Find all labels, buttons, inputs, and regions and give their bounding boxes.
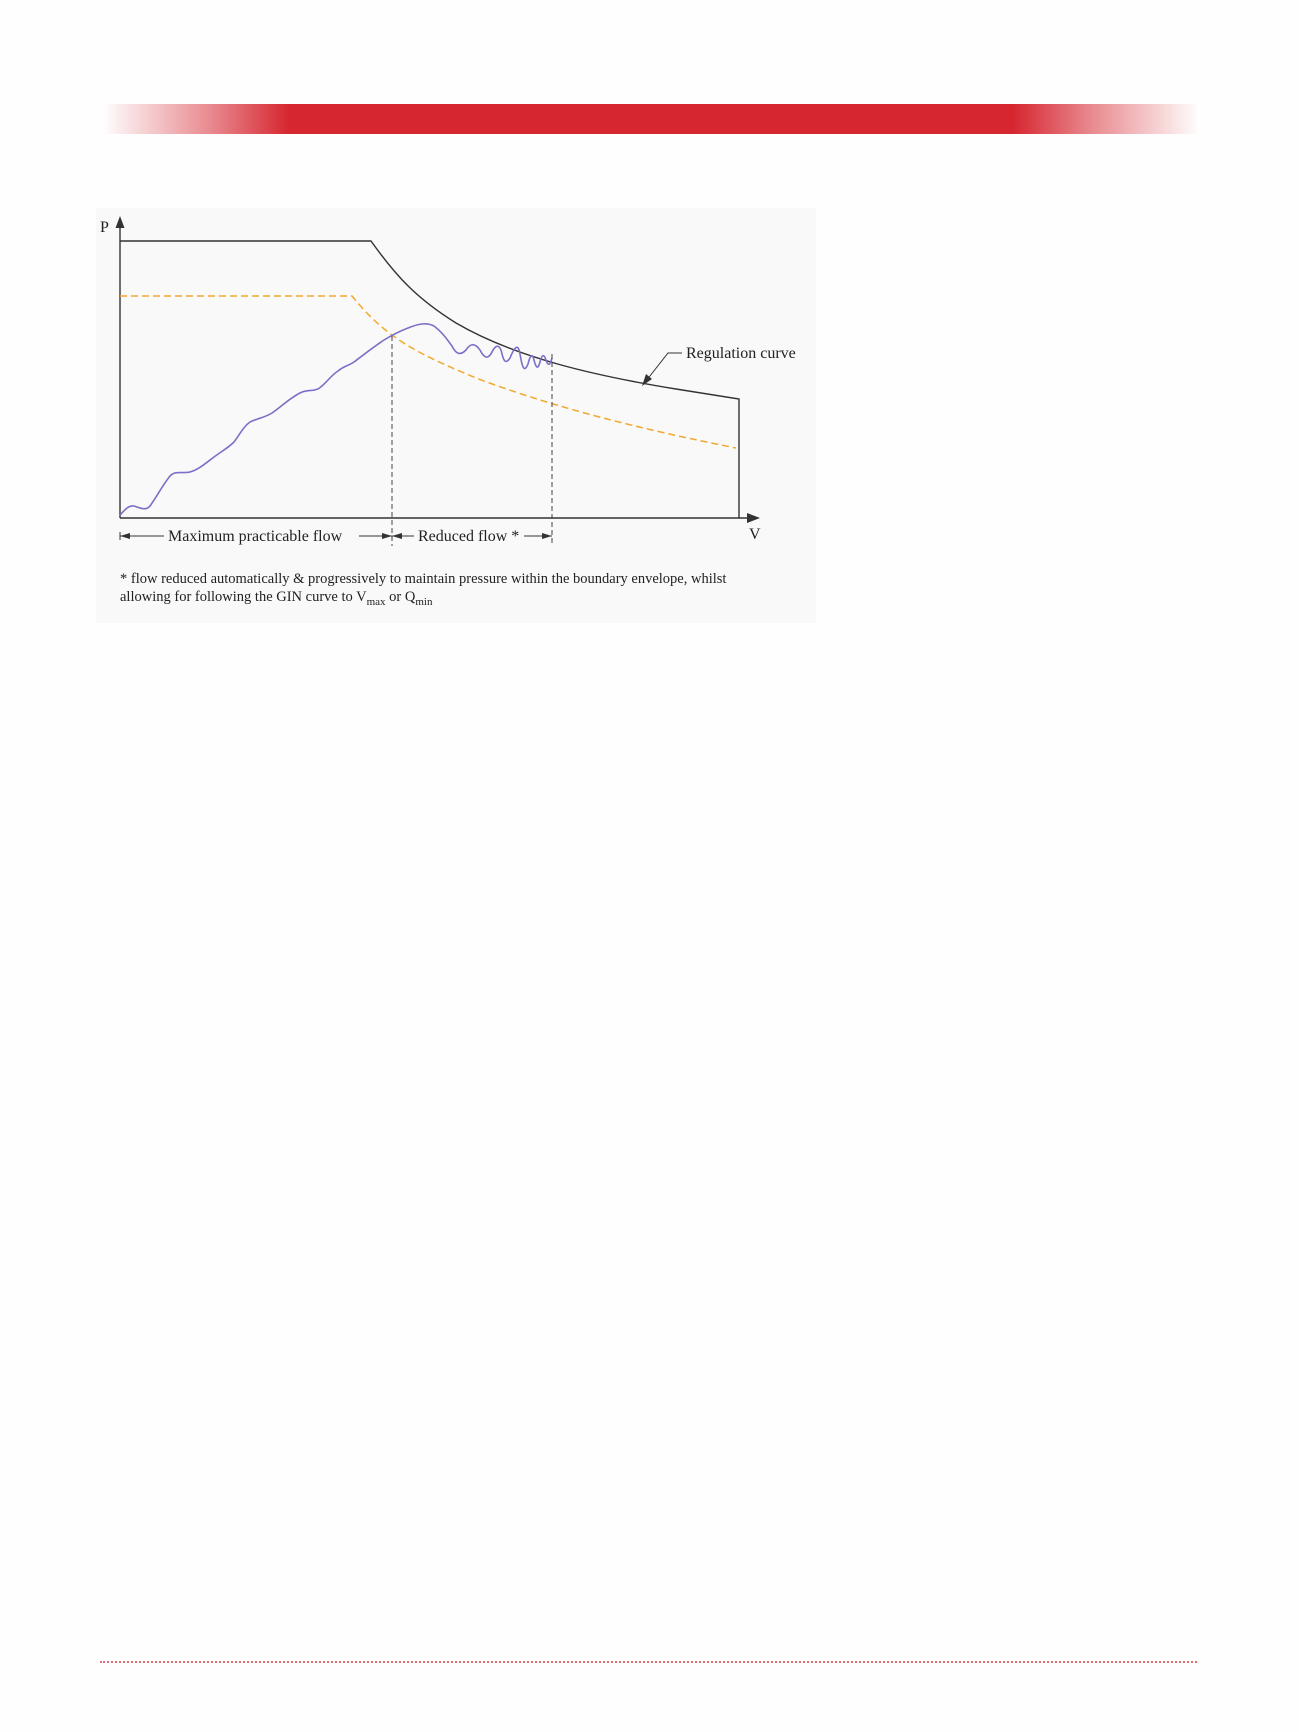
reduced-flow-arrow-right [542, 533, 552, 539]
max-flow-arrow-left [120, 533, 130, 539]
x-axis-label: V [749, 526, 761, 543]
footnote-line-2-text: allowing for following the GIN curve to V [120, 589, 367, 605]
pressure-volume-diagram [96, 208, 816, 623]
regulation-leader [646, 353, 682, 381]
y-axis-label: P [100, 219, 109, 236]
x-axis-arrow [747, 513, 760, 523]
reduced-flow-arrow-left [392, 533, 402, 539]
regulation-label: Regulation curve [686, 345, 796, 362]
footnote-or-q: or Q [385, 589, 416, 605]
max-flow-label: Maximum practicable flow [168, 528, 343, 545]
gin-trace [120, 324, 552, 515]
header-band [103, 104, 1199, 134]
footer-dotted-rule [100, 1661, 1197, 1663]
diagram-canvas [96, 208, 816, 568]
footnote-line-1: * flow reduced automatically & progressively to maintain pressure within the boundary envelope, whilst [120, 571, 727, 587]
regulation-curve [120, 296, 736, 448]
reduced-flow-label: Reduced flow * [418, 528, 520, 545]
y-axis-arrow [116, 216, 125, 228]
max-flow-arrow-right [382, 533, 392, 539]
diagram-footnote [120, 570, 810, 606]
subscript-max: max [366, 596, 386, 608]
footnote-line-2 [120, 588, 810, 606]
subscript-min: min [415, 596, 433, 608]
